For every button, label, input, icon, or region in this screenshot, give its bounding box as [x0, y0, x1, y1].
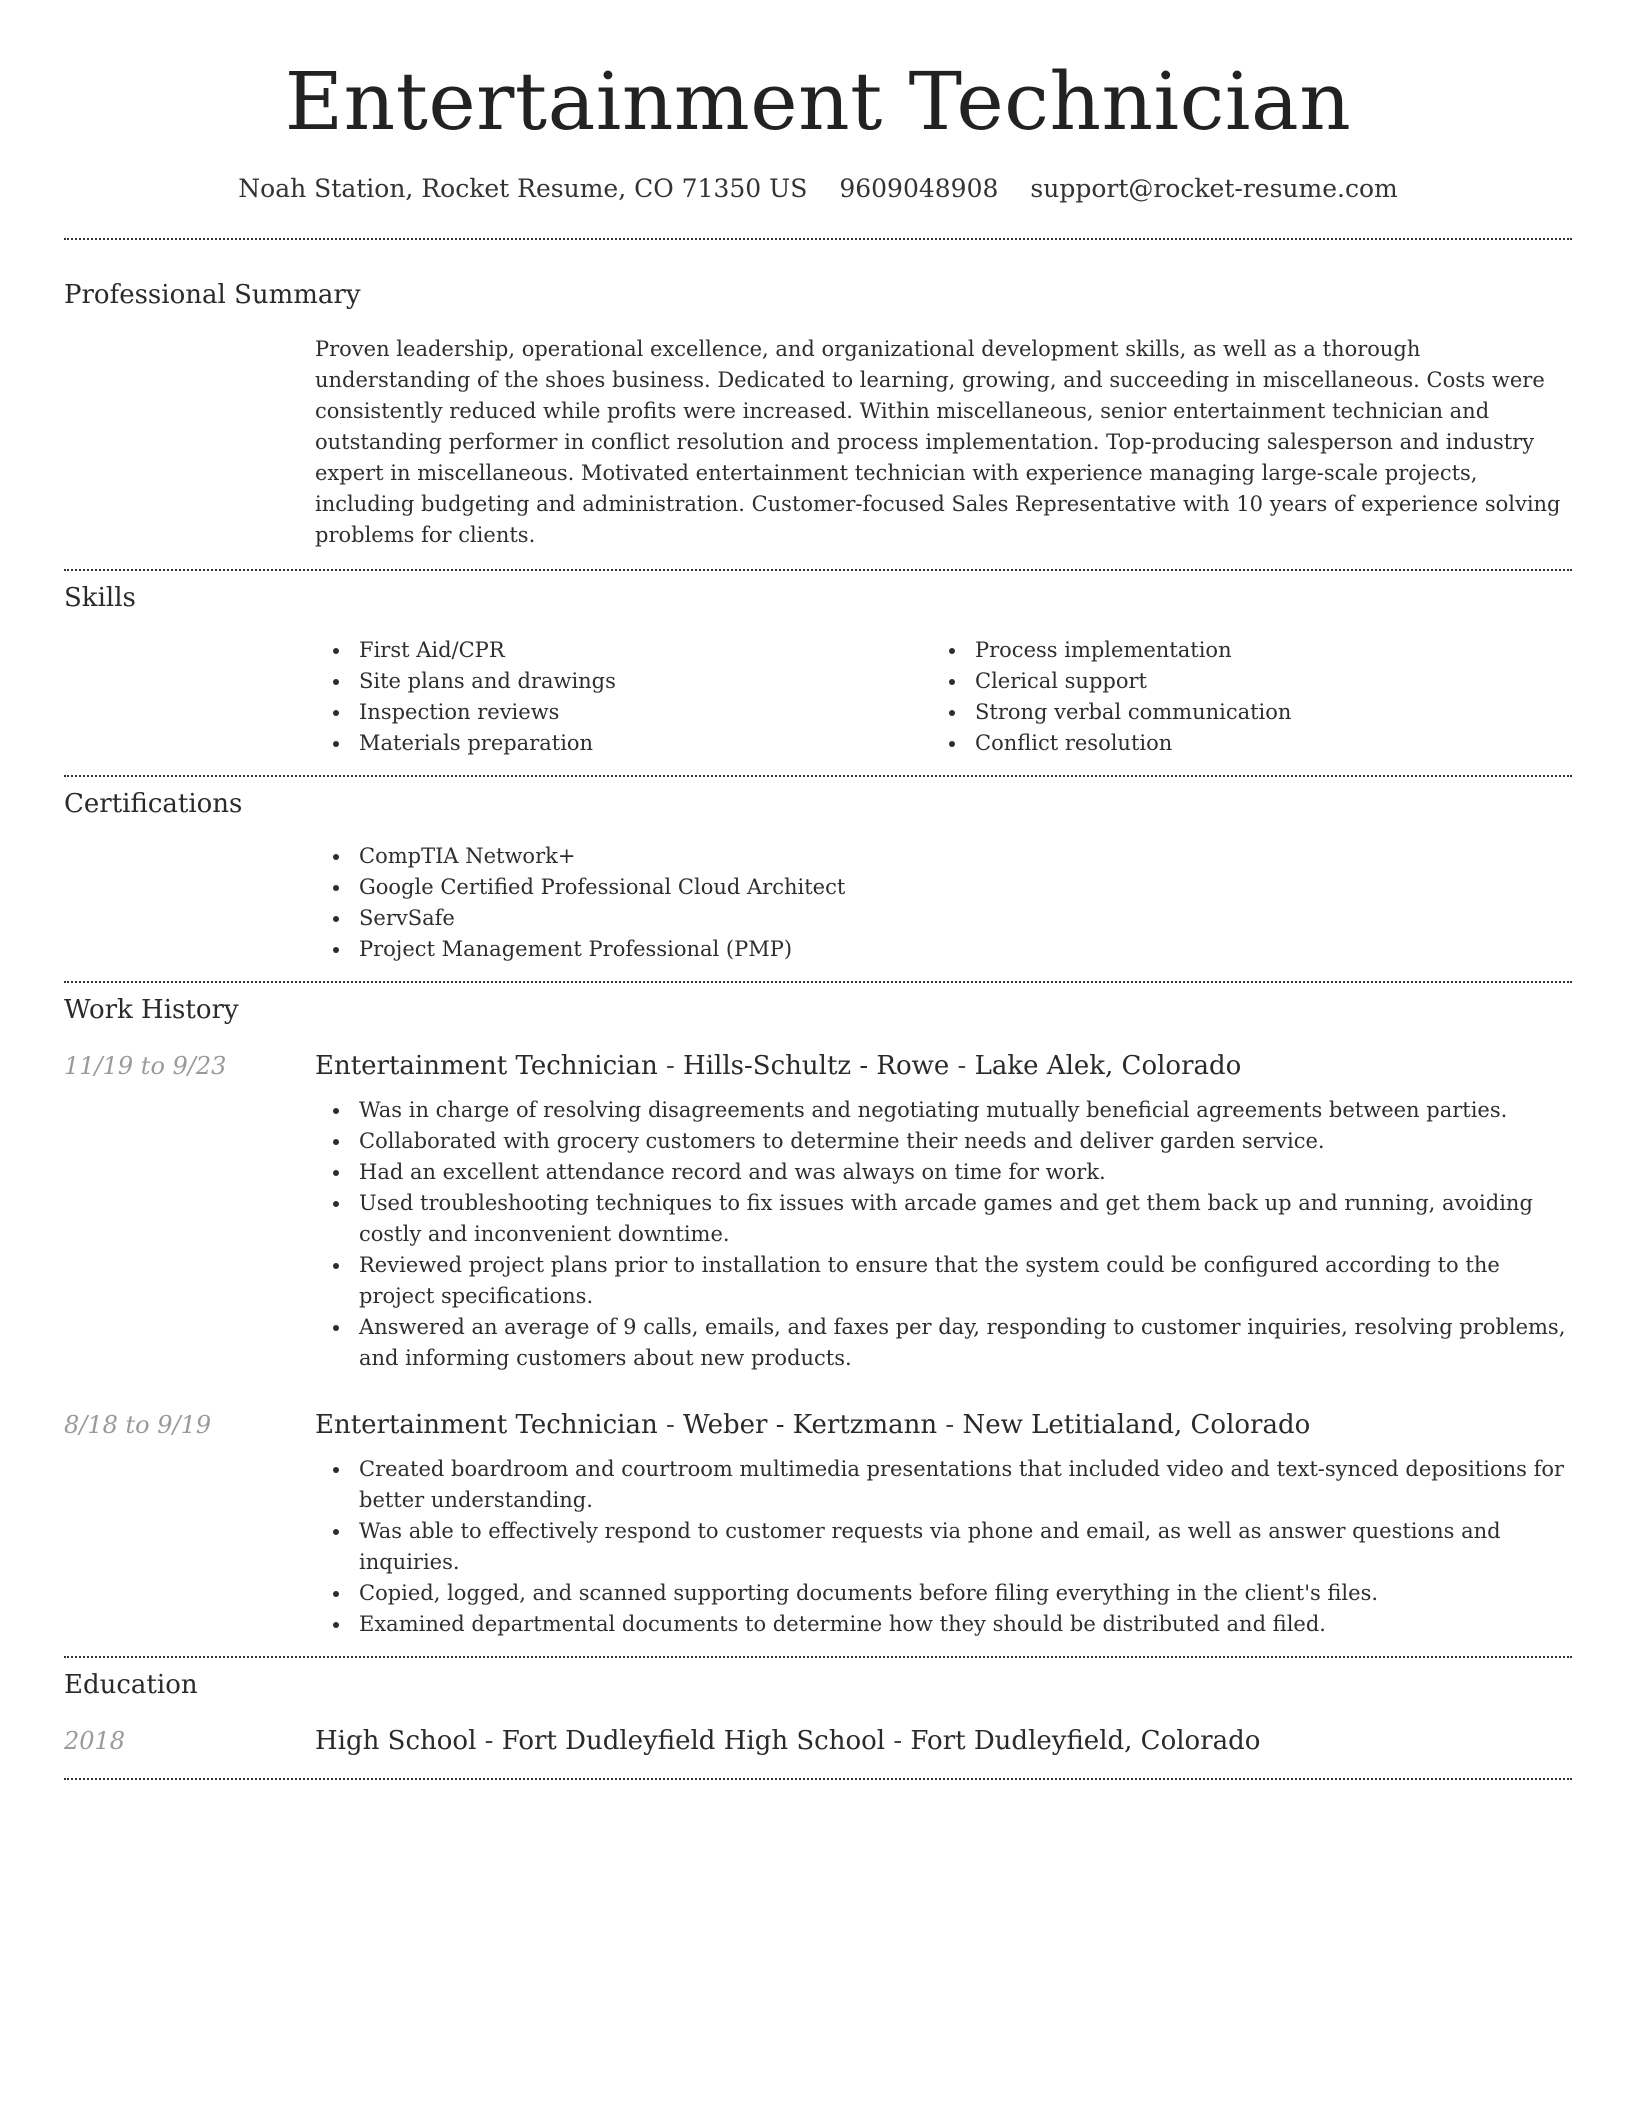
job-role: Entertainment Technician [315, 1051, 658, 1081]
skill-item: Materials preparation [315, 728, 931, 759]
job-bullet: Used troubleshooting techniques to fix issues with arcade games and get them back up and running, avoiding costly and inconvenient downtime. [315, 1188, 1572, 1250]
certifications-section [64, 787, 1572, 965]
job-bullet-list [315, 1454, 1572, 1640]
divider [64, 238, 1572, 240]
education-heading: High School - Fort Dudleyfield High School - Fort Dudleyfield, Colorado [315, 1726, 1261, 1756]
job-dates: 11/19 to 9/23 [64, 1052, 227, 1080]
education-location: Fort Dudleyfield, Colorado [910, 1726, 1261, 1756]
education-school: Fort Dudleyfield High School [501, 1726, 886, 1756]
job-bullet-list [315, 1095, 1572, 1374]
job-dates: 8/18 to 9/19 [64, 1411, 212, 1439]
skills-section [64, 581, 1572, 759]
contact-line [64, 172, 1572, 206]
divider [64, 981, 1572, 983]
skills-list-left [315, 635, 931, 759]
contact-email: support@rocket-resume.com [1030, 174, 1398, 203]
resume-page [64, 0, 1572, 1780]
certification-item: CompTIA Network+ [315, 841, 1572, 872]
contact-phone: 9609048908 [839, 174, 999, 203]
section-title-work-history: Work History [64, 995, 239, 1025]
education-entry [64, 1724, 1572, 1758]
job-bullet: Collaborated with grocery customers to determine their needs and deliver garden service. [315, 1126, 1572, 1157]
skill-item: Strong verbal communication [931, 697, 1547, 728]
work-history-section [64, 993, 1572, 1640]
job-bullet: Was in charge of resolving disagreements and negotiating mutually beneficial agreements between parties. [315, 1095, 1572, 1126]
education-degree: High School [315, 1726, 477, 1756]
certification-item: Project Management Professional (PMP) [315, 934, 1572, 965]
summary-section [64, 278, 1572, 551]
job-bullet: Copied, logged, and scanned supporting documents before filing everything in the client's files. [315, 1578, 1572, 1609]
divider [64, 1778, 1572, 1780]
skills-list-right [931, 635, 1547, 759]
divider [64, 1656, 1572, 1658]
section-title-skills: Skills [64, 583, 136, 613]
job-entry [64, 1408, 1572, 1640]
skill-item: Conflict resolution [931, 728, 1547, 759]
job-bullet: Examined departmental documents to determine how they should be distributed and filed. [315, 1609, 1572, 1640]
job-location: New Letitialand, Colorado [962, 1410, 1311, 1440]
section-title-certifications: Certifications [64, 789, 243, 819]
divider [64, 775, 1572, 777]
skill-item: Clerical support [931, 666, 1547, 697]
job-heading: Entertainment Technician - Hills-Schultz - Rowe - Lake Alek, Colorado [315, 1051, 1242, 1081]
resume-name: Entertainment Technician [284, 55, 1352, 148]
job-role: Entertainment Technician [315, 1410, 658, 1440]
education-section [64, 1668, 1572, 1758]
job-location: Lake Alek, Colorado [974, 1051, 1242, 1081]
job-bullet: Was able to effectively respond to customer requests via phone and email, as well as answer questions and inquiries. [315, 1516, 1572, 1578]
certification-item: Google Certified Professional Cloud Architect [315, 872, 1572, 903]
skill-item: Process implementation [931, 635, 1547, 666]
job-bullet: Reviewed project plans prior to installation to ensure that the system could be configured according to the project specifications. [315, 1250, 1572, 1312]
skill-item: First Aid/CPR [315, 635, 931, 666]
job-bullet: Had an excellent attendance record and was always on time for work. [315, 1157, 1572, 1188]
section-title-education: Education [64, 1670, 198, 1700]
job-bullet: Answered an average of 9 calls, emails, and faxes per day, responding to customer inquiries, resolving problems, and informing customers about new products. [315, 1312, 1572, 1374]
certifications-list [315, 841, 1572, 965]
skill-item: Inspection reviews [315, 697, 931, 728]
job-company: Weber - Kertzmann [683, 1410, 938, 1440]
section-title-summary: Professional Summary [64, 280, 361, 310]
contact-address: Noah Station, Rocket Resume, CO 71350 US [238, 174, 808, 203]
job-company: Hills-Schultz - Rowe [683, 1051, 950, 1081]
divider [64, 569, 1572, 571]
job-heading: Entertainment Technician - Weber - Kertzmann - New Letitialand, Colorado [315, 1410, 1311, 1440]
job-entry [64, 1049, 1572, 1374]
job-bullet: Created boardroom and courtroom multimedia presentations that included video and text-synced depositions for better understanding. [315, 1454, 1572, 1516]
education-year: 2018 [64, 1727, 126, 1755]
summary-text: Proven leadership, operational excellence, and organizational development skills, as well as a thorough understanding of the shoes business. Dedicated to learning, growing, and succeeding in miscellaneous. Costs were consistently reduced while profits were increased. Within miscellaneous, senior entertainment technician and outstanding performer in conflict resolution and process implementation. Top-producing salesperson and industry expert in miscellaneous. Motivated entertainment technician with experience managing large-scale projects, including budgeting and administration. Customer-focused Sales Representative with 10 years of experience solving problems for clients. [315, 337, 1561, 547]
skill-item: Site plans and drawings [315, 666, 931, 697]
certification-item: ServSafe [315, 903, 1572, 934]
